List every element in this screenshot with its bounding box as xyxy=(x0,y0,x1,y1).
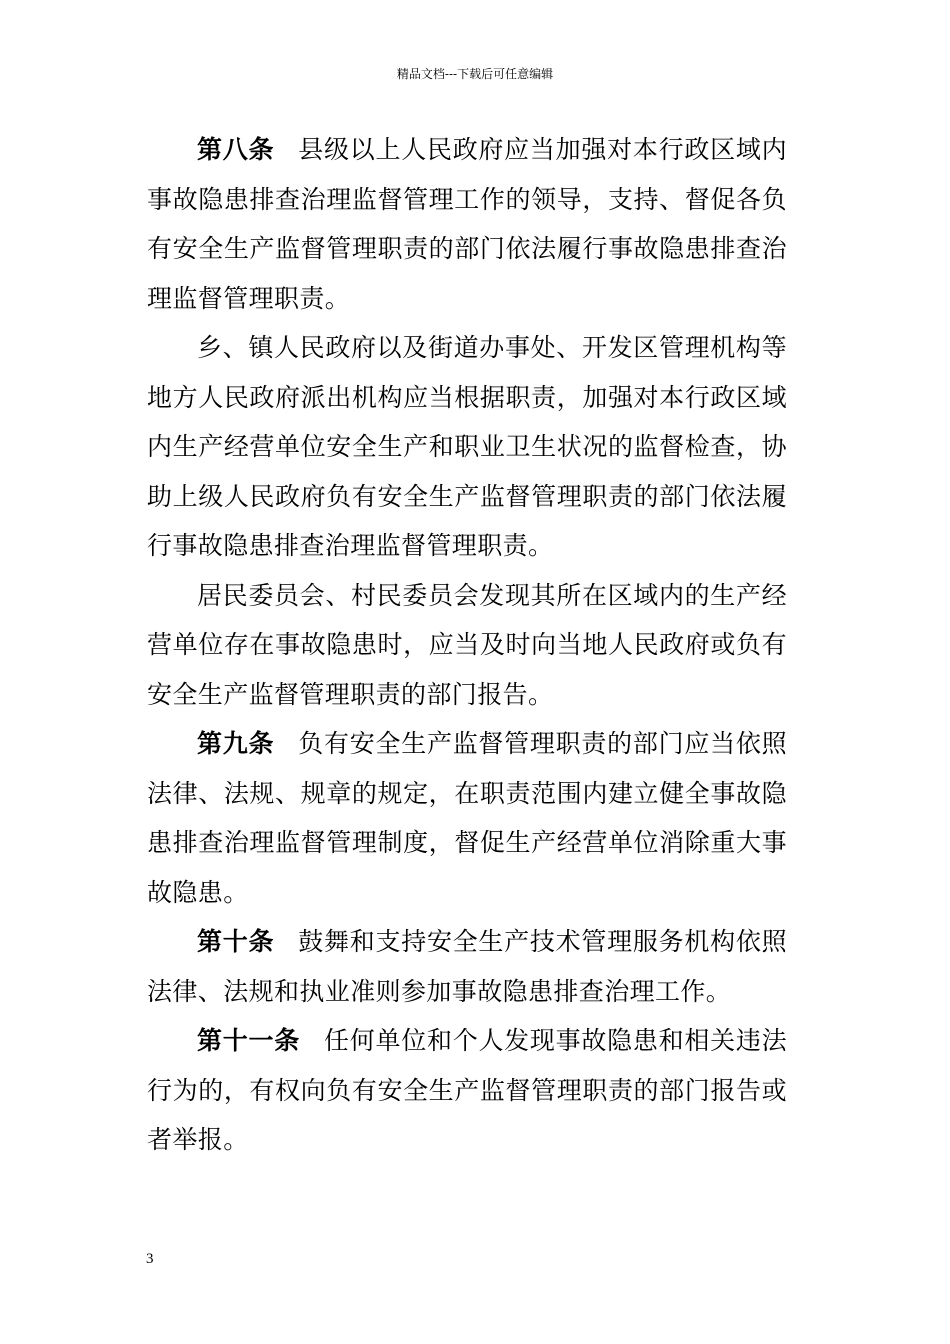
paragraph-article-9 xyxy=(147,719,787,917)
paragraph-article-11 xyxy=(147,1016,787,1165)
page-number: 3 xyxy=(146,1251,154,1267)
document-body xyxy=(147,125,787,1165)
paragraph-text: 县级以上人民政府应当加强对本行政区域内事故隐患排查治理监督管理工作的领导，支持、督促各负有安全生产监督管理职责的部门依法履行事故隐患排查治理监督管理职责。 xyxy=(147,135,787,313)
page-header: 精品文档---下载后可任意编辑 xyxy=(396,67,554,81)
paragraph-township-duties xyxy=(147,323,787,571)
paragraph-text: 任何单位和个人发现事故隐患和相关违法行为的，有权向负有安全生产监督管理职责的部门报告或者举报。 xyxy=(147,1026,788,1154)
paragraph-text: 乡、镇人民政府以及街道办事处、开发区管理机构等地方人民政府派出机构应当根据职责，加强对本行政区域内生产经营单位安全生产和职业卫生状况的监督检查，协助上级人民政府负有安全生产监督管理职责的部门依法履行事故隐患排查治理监督管理职责。 xyxy=(147,333,787,560)
paragraph-text: 负有安全生产监督管理职责的部门应当依照法律、法规、规章的规定，在职责范围内建立健全事故隐患排查治理监督管理制度，督促生产经营单位消除重大事故隐患。 xyxy=(147,729,787,907)
article-number: 第八条 xyxy=(197,135,275,164)
article-number: 第九条 xyxy=(197,729,275,758)
article-number: 第十条 xyxy=(197,927,275,956)
paragraph-committee-duties xyxy=(147,571,787,720)
paragraph-article-10 xyxy=(147,917,787,1016)
paragraph-article-8 xyxy=(147,125,787,323)
paragraph-text: 鼓舞和支持安全生产技术管理服务机构依照法律、法规和执业准则参加事故隐患排查治理工作。 xyxy=(147,927,787,1006)
paragraph-text: 居民委员会、村民委员会发现其所在区域内的生产经营单位存在事故隐患时，应当及时向当地人民政府或负有安全生产监督管理职责的部门报告。 xyxy=(147,580,787,709)
article-number: 第十一条 xyxy=(197,1026,300,1055)
